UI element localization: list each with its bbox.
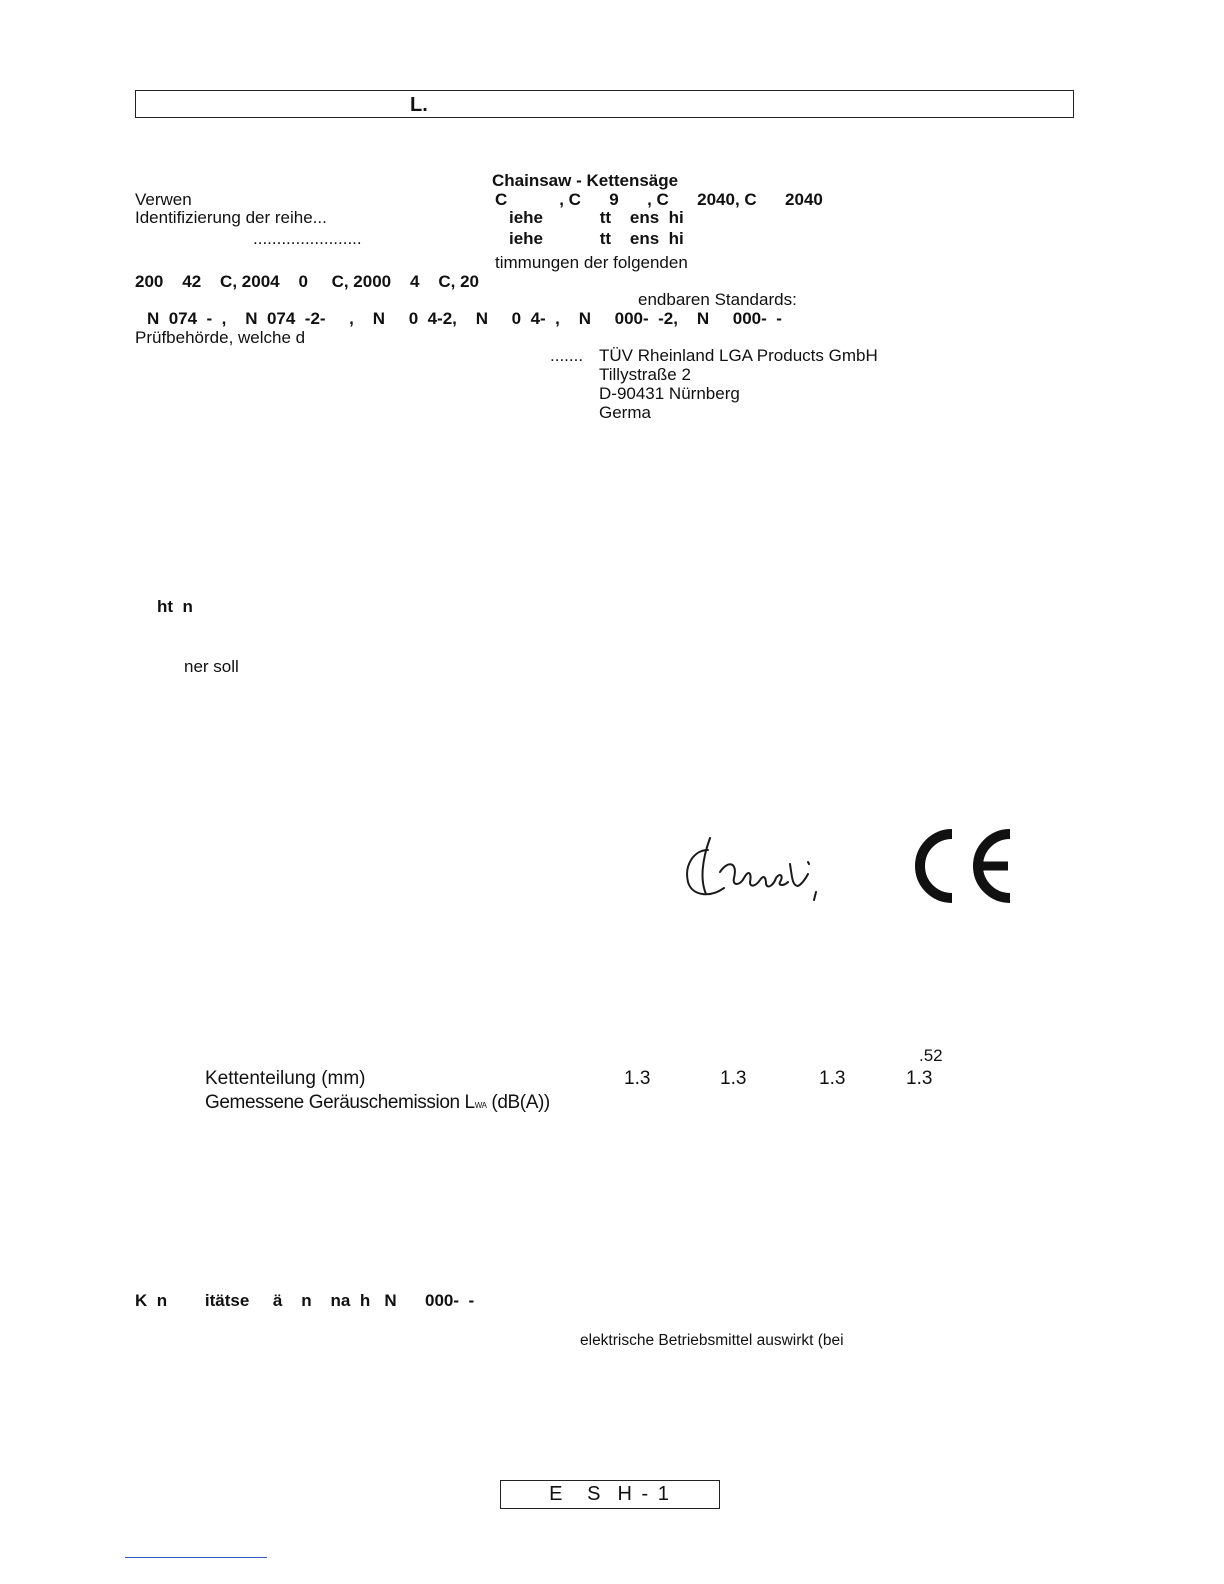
product-title: Chainsaw - Kettensäge xyxy=(492,171,679,190)
authority-name: TÜV Rheinland LGA Products GmbH xyxy=(599,346,878,365)
table-top-value: .52 xyxy=(919,1046,943,1065)
header-title: L. xyxy=(410,94,428,116)
noise-emission-label xyxy=(205,1093,550,1112)
dots-value: iehe tt ens hi xyxy=(509,229,684,248)
chain-pitch-label: Kettenteilung (mm) xyxy=(205,1068,366,1089)
authority-dots: ....... xyxy=(550,346,584,365)
ce-mark-icon xyxy=(908,826,1018,906)
fragment-text: ht n xyxy=(157,597,193,616)
noise-emission-main: Gemessene Geräuschemission L xyxy=(205,1092,475,1113)
conformity-heading: K n itätse ä n na h N 000- - xyxy=(135,1291,475,1310)
chain-pitch-value-2: 1.3 xyxy=(720,1068,747,1089)
bottom-rule xyxy=(125,1557,267,1558)
standards-list: N 074 - , N 074 -2- , N 0 4-2, N 0 4- , N 000- -2, N 000- - xyxy=(147,309,782,328)
chain-pitch-value-4: 1.3 xyxy=(906,1068,933,1089)
model-list: C , C 9 , C 2040, C 2040 xyxy=(495,190,823,209)
chain-pitch-value-3: 1.3 xyxy=(819,1068,846,1089)
header-box xyxy=(135,90,1074,118)
authority-country: Germa xyxy=(599,403,651,422)
provisions-text: timmungen der folgenden xyxy=(495,253,688,272)
footer-box xyxy=(500,1480,720,1509)
conformity-text: elektrische Betriebsmittel auswirkt (bei xyxy=(580,1332,844,1349)
directives-list: 200 42 C, 2004 0 C, 2000 4 C, 20 xyxy=(135,272,479,291)
authority-city: D-90431 Nürnberg xyxy=(599,384,740,403)
chain-pitch-value-1: 1.3 xyxy=(624,1068,651,1089)
authority-label: Prüfbehörde, welche d xyxy=(135,328,306,347)
standards-label: endbaren Standards: xyxy=(638,290,797,309)
footer-label: E S H - 1 xyxy=(549,1483,671,1505)
verwendung-label: Verwen xyxy=(135,190,192,209)
identification-label: Identifizierung der reihe... xyxy=(135,208,327,227)
noise-emission-unit: (dB(A)) xyxy=(486,1092,550,1113)
fragment-text-2: ner soll xyxy=(184,657,239,676)
noise-emission-sub: WA xyxy=(474,1101,487,1110)
dots-label: ....................... xyxy=(253,229,362,248)
signature-image xyxy=(680,820,825,912)
authority-street: Tillystraße 2 xyxy=(599,365,691,384)
identification-value: iehe tt ens hi xyxy=(509,208,684,227)
